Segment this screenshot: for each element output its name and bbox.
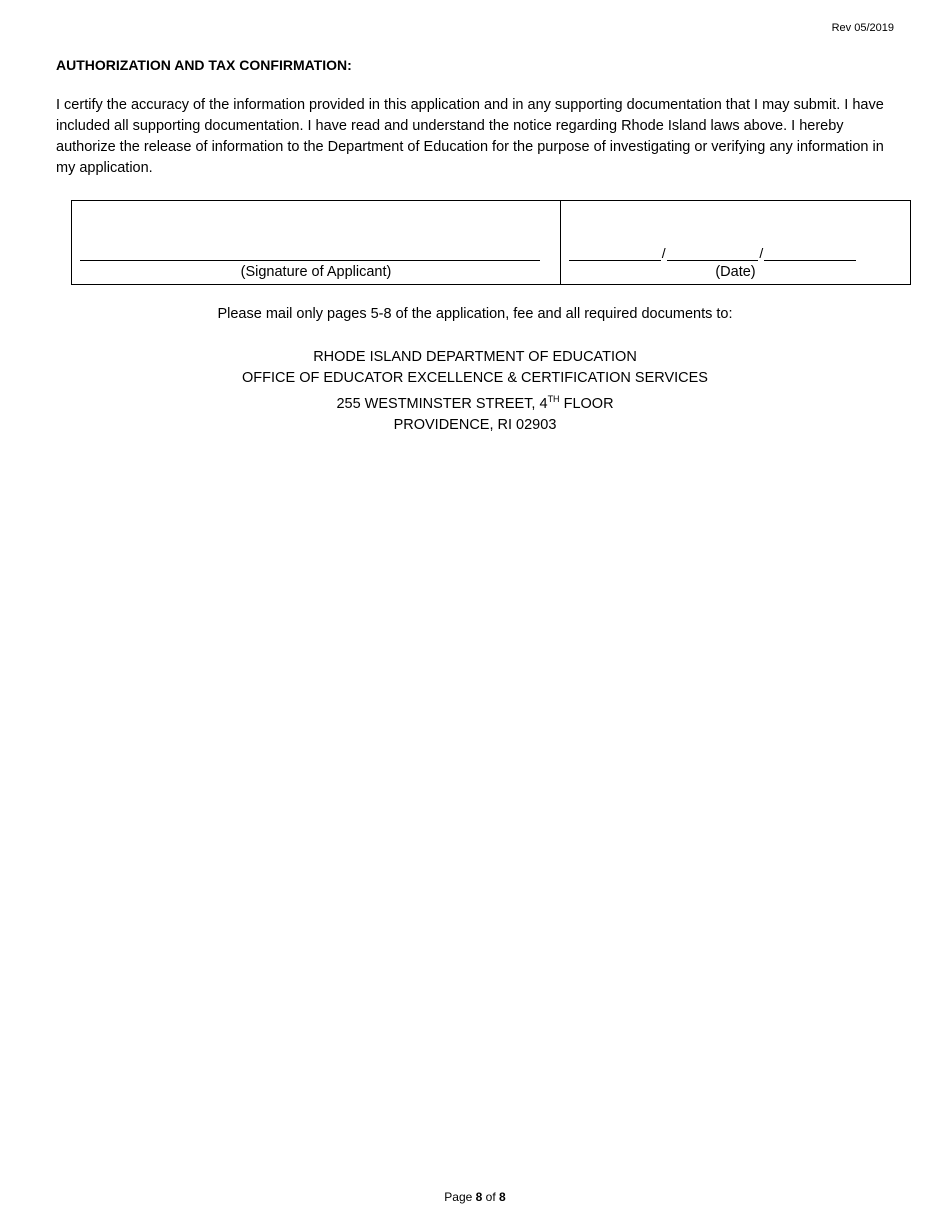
address-street: 255 WESTMINSTER STREET, 4 — [336, 395, 548, 412]
address-floor: FLOOR — [559, 395, 614, 412]
signature-cell[interactable] — [72, 201, 561, 284]
date-month-blank — [569, 245, 661, 261]
address-line-4: PROVIDENCE, RI 02903 — [393, 416, 557, 433]
mailing-instruction: Please mail only pages 5-8 of the application, fee and all required documents to: — [217, 306, 733, 322]
date-line — [569, 245, 856, 261]
mailing-address — [0, 347, 950, 436]
revision-date: Rev 05/2019 — [831, 22, 894, 34]
signature-caption: (Signature of Applicant) — [240, 264, 392, 280]
signature-table — [71, 200, 911, 285]
of-word: of — [482, 1190, 500, 1204]
address-line-1: RHODE ISLAND DEPARTMENT OF EDUCATION — [313, 349, 637, 365]
date-day-blank — [667, 245, 759, 261]
date-cell[interactable] — [561, 201, 910, 284]
date-separator: / — [661, 245, 666, 261]
certification-statement: I certify the accuracy of the information provided in this application and in any supporting documentation that I may submit. I have included all supporting documentation. I have read and understand the notice regarding Rhode Island laws above. I hereby authorize the release of information to the Department of Education for the purpose of investigating or verifying any information in my application. — [56, 97, 884, 176]
date-year-blank — [764, 245, 856, 261]
signature-line — [80, 260, 540, 261]
section-title: AUTHORIZATION AND TAX CONFIRMATION: — [56, 57, 352, 73]
date-separator: / — [759, 245, 764, 261]
address-line-3 — [0, 389, 950, 415]
page-word: Page — [444, 1190, 476, 1204]
current-page-number: 8 — [475, 1190, 483, 1204]
address-floor-ordinal: TH — [547, 394, 560, 404]
address-line-2: OFFICE OF EDUCATOR EXCELLENCE & CERTIFICATION SERVICES — [242, 370, 708, 386]
page-footer — [0, 1190, 950, 1204]
date-caption: (Date) — [715, 264, 756, 280]
total-page-count: 8 — [499, 1190, 506, 1204]
